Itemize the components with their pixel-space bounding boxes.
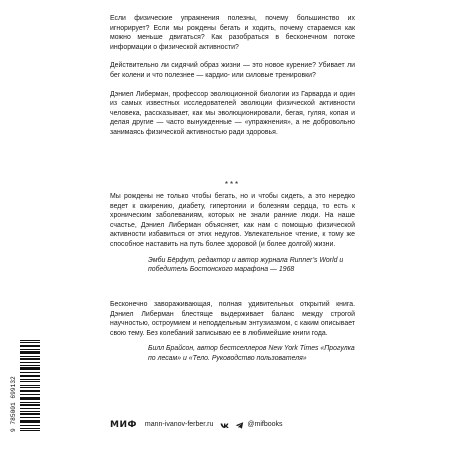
review-1: [110, 192, 355, 275]
section-separator: ***: [224, 180, 241, 189]
review-2-text: Бесконечно завораживающая, полная удивительных открытий книга. Дэниел Либерман блестяще выдерживает баланс между строгой научностью, остроумием и неподдельным энтузиазмом, с каким описывает свою тему. Без колебаний записываю ее в любимейшие книги года.: [110, 301, 355, 337]
barcode-digits: 9 785001 699132: [10, 376, 17, 432]
review-2-author: Билл Брайсон, автор бестселлеров New York Times «Прогулка по лесам» и «Тело. Руководство пользователя»: [148, 345, 355, 362]
intro-paragraph-2: Действительно ли сидячий образ жизни — это новое курение? Убивает ли бег колени и что полезнее — кардио- или силовые тренировки?: [110, 62, 355, 79]
review-2: [110, 300, 355, 364]
telegram-icon[interactable]: [235, 421, 244, 430]
intro-text: [110, 14, 355, 138]
intro-paragraph-3: Дэниел Либерман, профессор эволюционной биологии из Гарварда и один из самых известных исследователей эволюции физической активности человека, рассказывает, как мы эволюционировали, бегая, гуляя, копая и делая другие — часто вынужденные — «упражнения», а не добровольно занимаясь физической активностью ради здоровья.: [110, 90, 355, 136]
review-1-author: Эмби Бёрфут, редактор и автор журнала Runner’s World и победитель Бостонского марафона — 1968: [148, 256, 344, 274]
intro-paragraph-1: Если физические упражнения полезны, почему большинство их игнорирует? Если мы рождены бегать и ходить, почему стараемся как можно меньше двигаться? Как разобраться в бесконечном потоке информации о физической активности?: [110, 15, 355, 51]
review-1-text: Мы рождены не только чтобы бегать, но и чтобы сидеть, а это нередко ведет к ожирению, диабету, гипертонии и болезням сердца, то есть к хроническим заболеваниям, которых не знали ранние люди. На наше счастье, Дэниел Либерман объясняет, как нам с помощью физической активности избавиться от этих недугов. Увлекательное чтение, к тому же способное наставить на путь более здоровой (и более долгой) жизни.: [110, 193, 355, 248]
publisher-website-link[interactable]: mann-ivanov-ferber.ru: [144, 421, 214, 428]
publisher-logo: МИФ: [110, 420, 137, 430]
publisher-footer: [110, 420, 410, 430]
vk-icon[interactable]: [220, 421, 229, 430]
barcode-digits-wrap: [8, 340, 18, 432]
barcode-bars: [20, 340, 40, 432]
isbn-barcode: [20, 340, 40, 432]
social-handle[interactable]: @mifbooks: [247, 421, 283, 428]
